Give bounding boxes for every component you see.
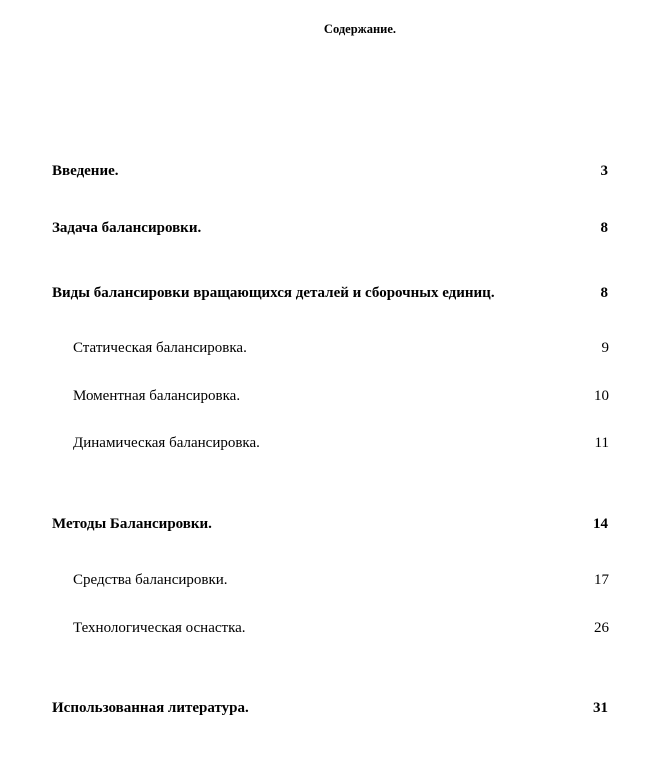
- toc-entry: [52, 283, 608, 303]
- toc-entry-title: Моментная балансировка.: [73, 388, 241, 404]
- toc-entry-page-number: 8: [600, 285, 608, 301]
- toc-entry-page-number: 11: [594, 435, 609, 451]
- toc-entry-page-number: 31: [593, 700, 608, 716]
- toc-entry-page-number: 14: [593, 516, 608, 532]
- toc-entry: [73, 433, 609, 453]
- toc-entry: [52, 698, 608, 718]
- toc-entry-page-number: 26: [594, 620, 609, 636]
- toc-entry-page-number: 17: [594, 572, 609, 588]
- toc-entry-title: Технологическая оснастка.: [73, 620, 246, 636]
- toc-entry-page-number: 9: [601, 340, 609, 356]
- toc-entry-title: Виды балансировки вращающихся деталей и сборочных единиц.: [52, 285, 495, 301]
- toc-entry-title: Динамическая балансировка.: [73, 435, 260, 451]
- page-title: Содержание.: [323, 22, 397, 36]
- toc-entry-page-number: 3: [600, 163, 608, 179]
- toc-entry-title: Задача балансировки.: [52, 220, 202, 236]
- toc-entry-title: Использованная литература.: [52, 700, 249, 716]
- toc-entry-page-number: 8: [600, 220, 608, 236]
- toc-entry: [73, 386, 609, 406]
- toc-entry: [52, 514, 608, 534]
- toc-entry-title: Статическая балансировка.: [73, 340, 247, 356]
- toc-entry: [52, 218, 608, 238]
- toc-entry-page-number: 10: [594, 388, 609, 404]
- toc-entry: [73, 338, 609, 358]
- toc-entry-title: Методы Балансировки.: [52, 516, 212, 532]
- toc-entry: [52, 161, 608, 181]
- toc-entry: [73, 570, 609, 590]
- toc-entry-title: Введение.: [52, 163, 119, 179]
- toc-entry: [73, 618, 609, 638]
- toc-entry-title: Средства балансировки.: [73, 572, 228, 588]
